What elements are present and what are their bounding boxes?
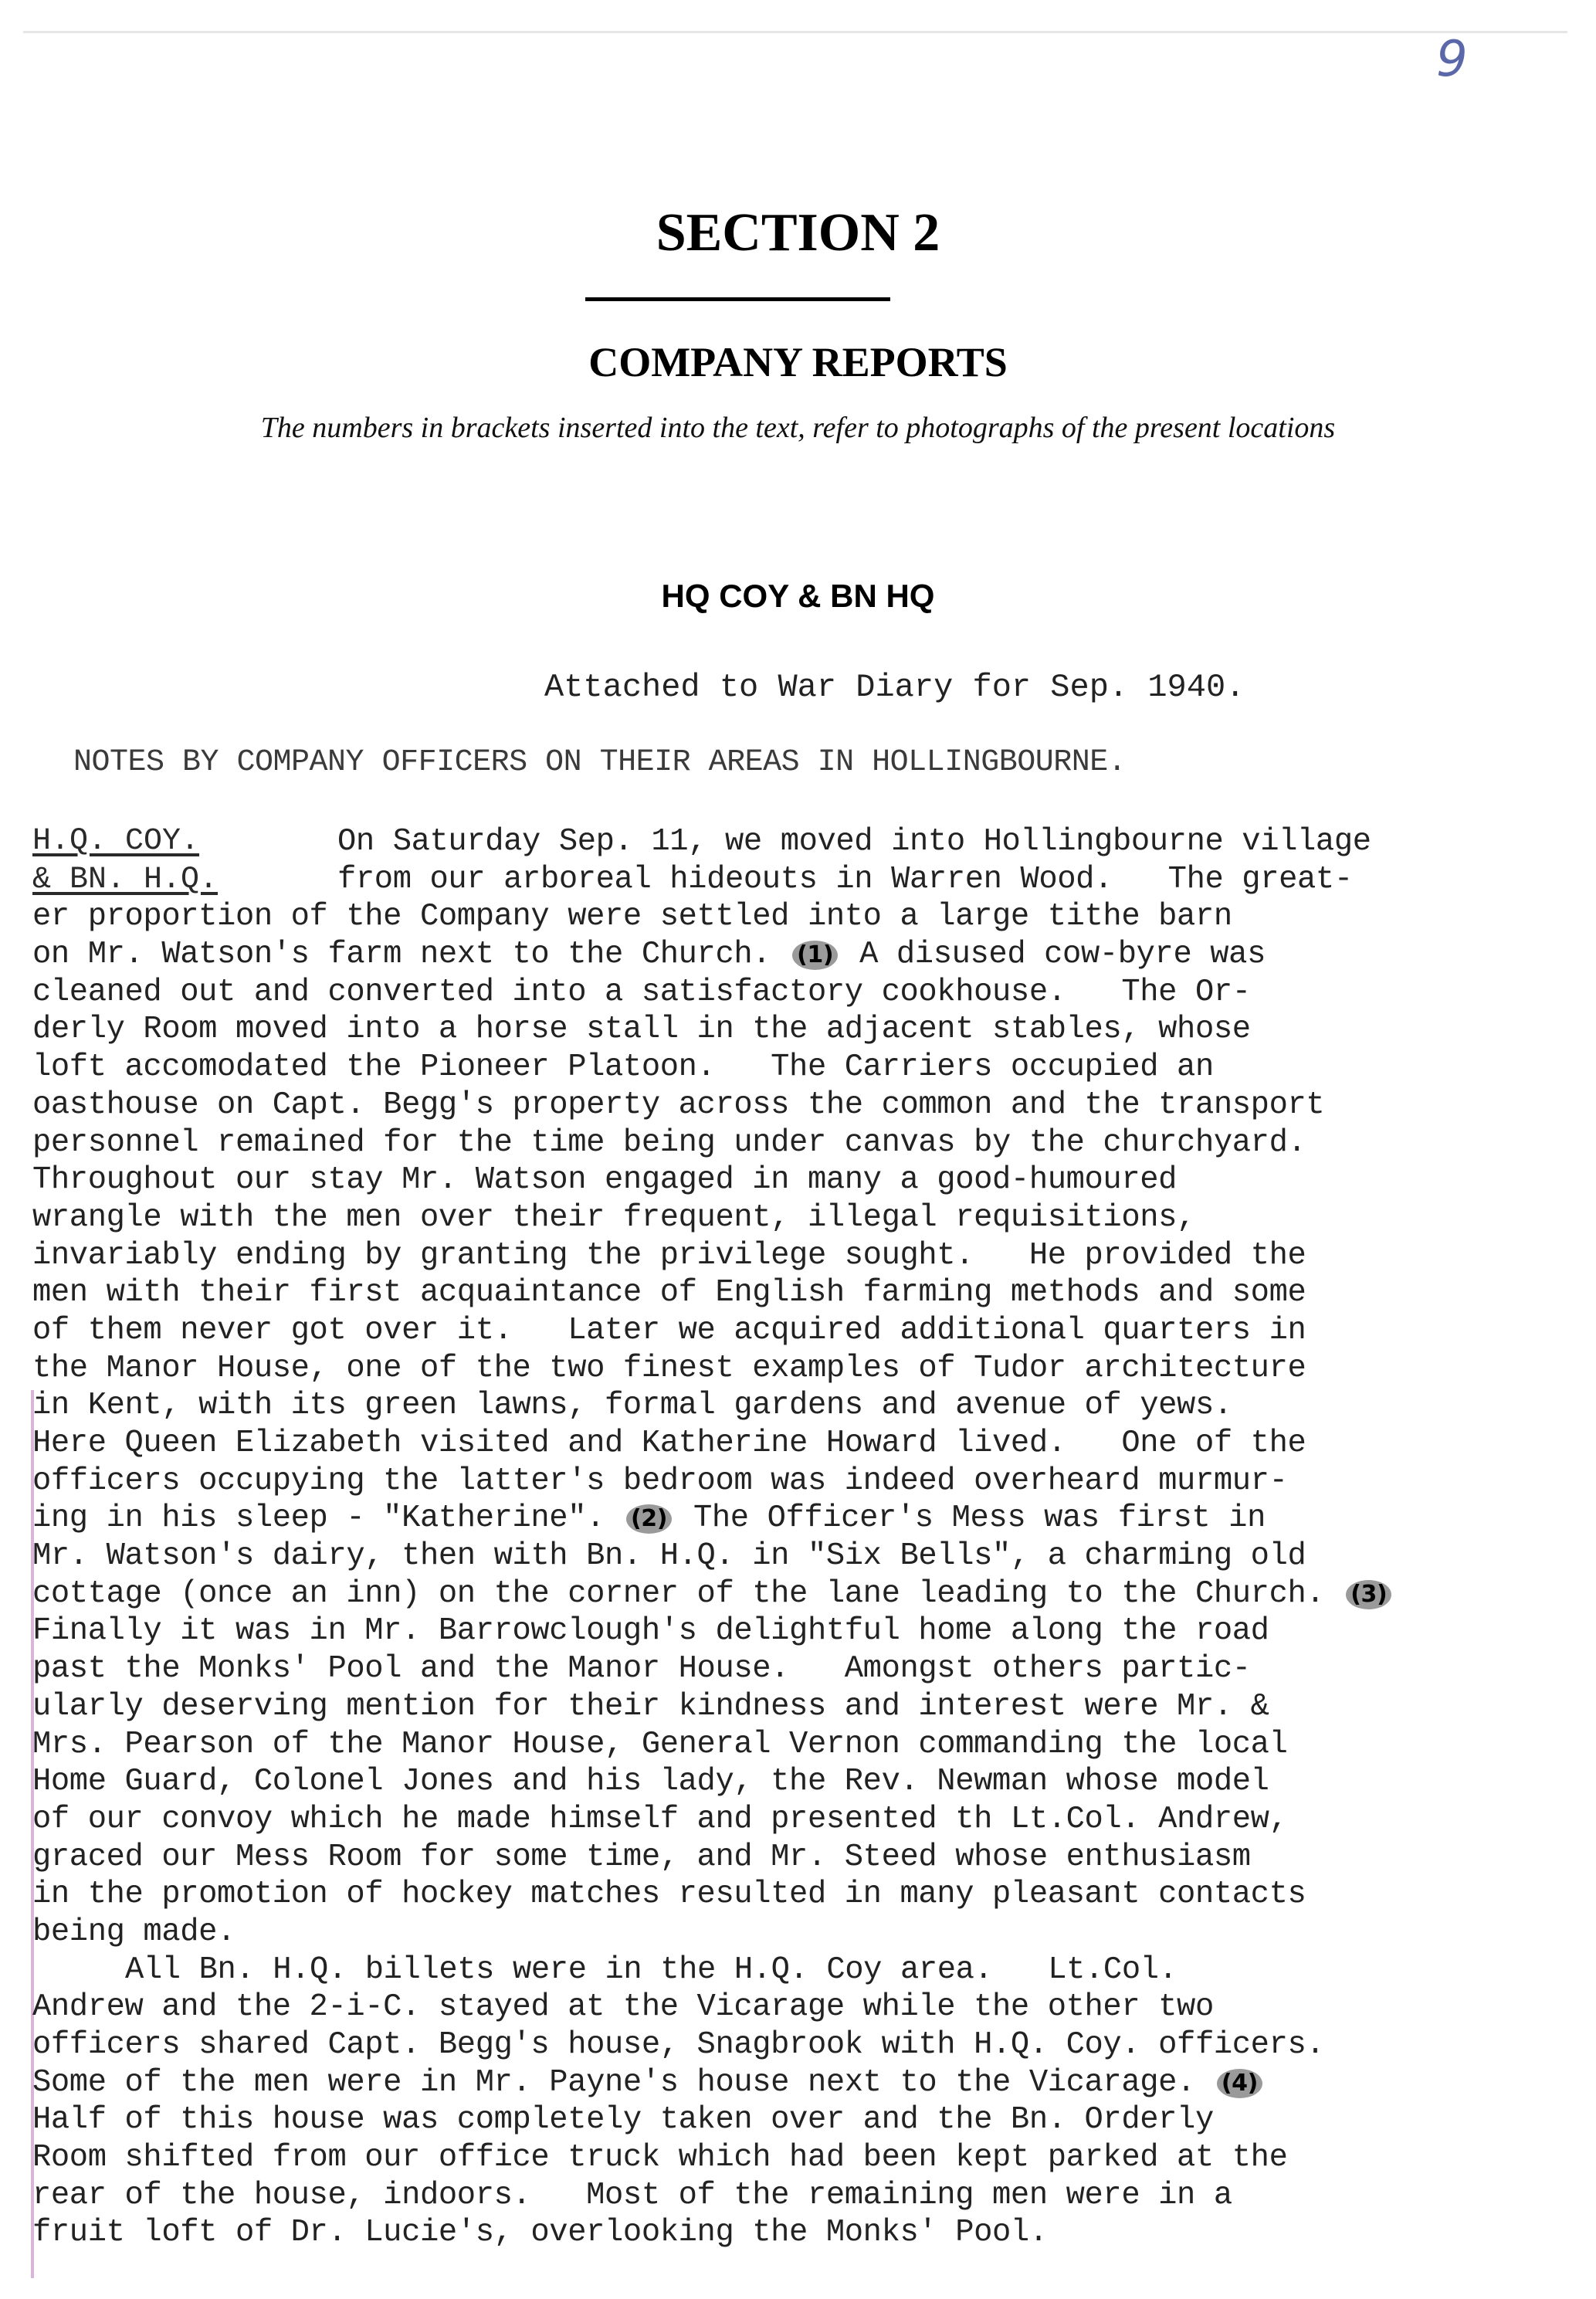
photo-reference-marker: (4) xyxy=(1217,2069,1262,2098)
line-text: the Manor House, one of the two finest examples of Tudor architecture xyxy=(32,1350,1306,1386)
line-text: officers shared Capt. Begg's house, Snagbrook with H.Q. Coy. officers. xyxy=(32,2027,1325,2063)
line-text: On Saturday Sep. 11, we moved into Hollingbourne village xyxy=(337,824,1371,860)
line-text: rear of the house, indoors. Most of the remaining men were in a xyxy=(32,2177,1232,2213)
text-line xyxy=(32,823,1394,861)
line-text: Here Queen Elizabeth visited and Katherine Howard lived. One of the xyxy=(32,1426,1306,1461)
line-text: being made. xyxy=(32,1914,236,1950)
text-line xyxy=(32,1161,1394,1199)
line-text: personnel remained for the time being under canvas by the churchyard. xyxy=(32,1124,1306,1161)
line-text: in Kent, with its green lawns, formal gardens and avenue of yews. xyxy=(32,1388,1232,1424)
text-line xyxy=(32,898,1394,936)
line-text: on Mr. Watson's farm next to the Church. xyxy=(32,937,771,973)
line-text: Room shifted from our office truck which had been kept parked at the xyxy=(32,2140,1288,2176)
text-line xyxy=(32,1199,1394,1237)
line-text: fruit loft of Dr. Lucie's, overlooking the Monks' Pool. xyxy=(32,2215,1048,2251)
line-text: cleaned out and converted into a satisfactory cookhouse. The Or- xyxy=(32,974,1251,1010)
line-text: in the promotion of hockey matches resulted in many pleasant contacts xyxy=(32,1877,1306,1913)
text-line xyxy=(32,1124,1394,1162)
text-line xyxy=(32,1237,1394,1275)
company-reports-title: COMPANY REPORTS xyxy=(588,339,1008,385)
line-text: invariably ending by granting the privilege sought. He provided the xyxy=(32,1237,1306,1273)
line-text: of them never got over it. Later we acquired additional quarters in xyxy=(32,1312,1306,1348)
line-text: Half of this house was completely taken over and the Bn. Orderly xyxy=(32,2102,1214,2138)
line-text: Finally it was in Mr. Barrowclough's delightful home along the road xyxy=(32,1613,1269,1650)
text-line xyxy=(32,2139,1394,2177)
text-line xyxy=(32,1914,1394,1951)
text-line xyxy=(32,1538,1394,1575)
line-text: of our convoy which he made himself and presented th Lt.Col. Andrew, xyxy=(32,1801,1288,1837)
text-line xyxy=(32,1011,1394,1049)
line-text: derly Room moved into a horse stall in the adjacent stables, whose xyxy=(32,1012,1251,1048)
text-line xyxy=(32,861,1394,899)
line-text: Throughout our stay Mr. Watson engaged in many a good-humoured xyxy=(32,1162,1178,1199)
line-text: Andrew and the 2-i-C. stayed at the Vicarage while the other two xyxy=(32,1989,1214,2026)
line-text: cottage (once an inn) on the corner of the lane leading to the Church. xyxy=(32,1575,1325,1612)
side-label-bn-hq: & BN. H.Q. xyxy=(32,863,219,897)
line-text-tail: The Officer's Mess was first in xyxy=(675,1500,1266,1537)
text-line xyxy=(32,1312,1394,1350)
attached-line: Attached to War Diary for Sep. 1940. xyxy=(544,669,1245,706)
line-text: Some of the men were in Mr. Payne's house next to the Vicarage. xyxy=(32,2064,1195,2101)
text-line xyxy=(32,1650,1394,1688)
line-text-tail: A disused cow-byre was xyxy=(841,937,1266,973)
text-line xyxy=(32,1951,1394,1989)
text-line xyxy=(32,1425,1394,1463)
text-line xyxy=(32,1839,1394,1877)
text-line xyxy=(32,1463,1394,1500)
text-line xyxy=(32,1387,1394,1425)
text-line xyxy=(32,1612,1394,1650)
text-line xyxy=(32,1989,1394,2026)
photo-reference-marker: (2) xyxy=(626,1504,672,1534)
hq-heading: HQ COY & BN HQ xyxy=(661,578,935,614)
text-line xyxy=(32,1274,1394,1312)
line-text: loft accomodated the Pioneer Platoon. The Carriers occupied an xyxy=(32,1049,1214,1086)
text-line xyxy=(32,936,1394,974)
text-line xyxy=(32,2214,1394,2252)
text-line xyxy=(32,2177,1394,2215)
notes-line: NOTES BY COMPANY OFFICERS ON THEIR AREAS IN HOLLINGBOURNE. xyxy=(73,745,1127,780)
line-text: oasthouse on Capt. Begg's property across the common and the transport xyxy=(32,1087,1325,1123)
text-line xyxy=(32,1726,1394,1764)
text-line xyxy=(32,1049,1394,1087)
line-text: All Bn. H.Q. billets were in the H.Q. Coy area. Lt.Col. xyxy=(125,1951,1178,1988)
line-text: graced our Mess Room for some time, and Mr. Steed whose enthusiasm xyxy=(32,1839,1251,1875)
text-line xyxy=(32,2026,1394,2064)
text-line xyxy=(32,1876,1394,1914)
text-line xyxy=(32,2101,1394,2139)
text-line xyxy=(32,1350,1394,1388)
side-label-hq-coy: H.Q. COY. xyxy=(32,824,200,859)
typed-body-text xyxy=(32,823,1394,2252)
text-line xyxy=(32,1575,1394,1613)
line-text: ularly deserving mention for their kindness and interest were Mr. & xyxy=(32,1688,1269,1724)
text-line xyxy=(32,1763,1394,1801)
line-text: officers occupying the latter's bedroom was indeed overheard murmur- xyxy=(32,1463,1288,1499)
text-line xyxy=(32,1087,1394,1124)
line-text: Mrs. Pearson of the Manor House, General Vernon commanding the local xyxy=(32,1726,1288,1762)
line-text: wrangle with the men over their frequent, illegal requisitions, xyxy=(32,1199,1195,1236)
line-text: past the Monks' Pool and the Manor House. Amongst others partic- xyxy=(32,1651,1251,1687)
photo-reference-marker: (1) xyxy=(792,941,838,970)
scan-edge-top xyxy=(23,31,1567,33)
photo-reference-marker: (3) xyxy=(1346,1580,1391,1609)
handwritten-page-number: 9 xyxy=(1436,31,1468,88)
text-line xyxy=(32,1500,1394,1538)
line-text: from our arboreal hideouts in Warren Wood. The great- xyxy=(337,861,1353,897)
text-line xyxy=(32,974,1394,1012)
subtitle-note: The numbers in brackets inserted into the text, refer to photographs of the present locations xyxy=(260,412,1336,444)
line-text: men with their first acquaintance of English farming methods and some xyxy=(32,1275,1306,1311)
text-line xyxy=(32,1801,1394,1839)
line-text: ing in his sleep - "Katherine". xyxy=(32,1500,605,1537)
section-title: SECTION 2 xyxy=(656,203,940,263)
title-rule xyxy=(585,297,890,301)
line-text: er proportion of the Company were settled into a large tithe barn xyxy=(32,899,1232,935)
text-line xyxy=(32,1688,1394,1726)
text-line xyxy=(32,2064,1394,2102)
line-text: Home Guard, Colonel Jones and his lady, the Rev. Newman whose model xyxy=(32,1764,1269,1800)
line-text: Mr. Watson's dairy, then with Bn. H.Q. in "Six Bells", a charming old xyxy=(32,1538,1306,1575)
